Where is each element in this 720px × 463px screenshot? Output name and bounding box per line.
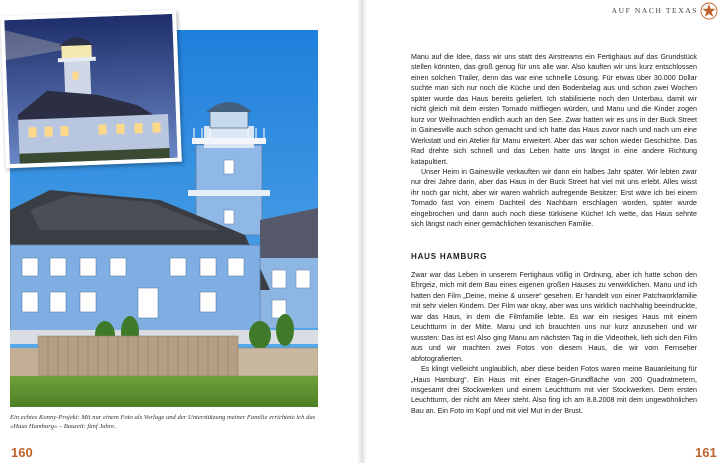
book-gutter — [357, 0, 367, 463]
paragraph: Es klingt vielleicht unglaublich, aber diese beiden Fotos waren meine Bauanleitung für „Haus Hamburg“. Ein Haus mit einer Etagen-Grundfläche von 200 Quadratmetern, insgesamt drei Stockwerken und einem Leuchtturm mit vier Stockwerken. Dem ersten Leuchtturm, der nicht am Meer steht. Also fing ich am 8.8.2008 mit dem ungewöhnlichen Bau an. Ein Foto im Kopf und mit viel Mut in der Brust. — [411, 365, 697, 415]
page-number-left: 160 — [11, 445, 33, 460]
body-text-bottom — [411, 270, 697, 416]
paragraph: Manu auf die Idee, dass wir uns statt des Airstreams ein Fertighaus auf das Grundstück stellen könnten, das groß genug für uns alle war. Also kauften wir uns kurz entschlossen einen solchen Trailer, denn das war eine schnelle Lösung. Für etwas über 30.000 Dollar suchte man sich nur noch die Küche und den Bodenbelag aus und schon zwei Wochen später wurde das Haus bereits geliefert. Ich stabilisierte noch den Unterbau, damit wir nicht gleich mit dem ersten Tornado mitfliegen würden, und Manu und die Kinder zogen kurz vor Weihnachten endlich auch an den See. Zwar hatten wir es uns in der Buck Street in Gainesville auch schon gemacht und ich hatte das Haus zuvor nach und nach um eine Werkstatt und ein Atelier für Manu erweitert. Aber das war schon wieder Geschichte. Das Rad drehte sich schnell und das Leben hatte uns längst in eine andere Richtung katapultiert. — [411, 53, 697, 166]
paragraph: Zwar war das Leben in unserem Fertighaus völlig in Ordnung, aber ich hatte schon den Ehrgeiz, mich mit dem Bau eines eigenen großen Hauses zu verwirklichen. Manu und ich hatten den Film „Deine, meine & unsere“ gesehen. Er handelt von einer Patchworkfamilie mit sehr vielen Kindern. Der Film war okay, aber was uns wirklich nachhaltig beeindruckte, war das Haus, in dem die Filmfamilie lebte. Es war ein riesiges Haus mit einem Leuchtturm in der Mitte. Manu und ich brauchten uns nur kurz anzusehen und wir wussten: Das ist es! Also ging Manu am nächsten Tag in die Videothek, lieh sich den Film aus und wir machten zwei Fotos von diesem Haus, die wir vom Fernseher abfotografierten. — [411, 271, 697, 363]
section-heading: HAUS HAMBURG — [411, 252, 488, 261]
photo-film-house — [0, 10, 182, 169]
page-number-right: 161 — [695, 445, 717, 460]
texas-star-icon — [700, 2, 718, 20]
photo-caption: Ein echtes Konny-Projekt: Mit nur einem Foto als Vorlage und der Unterstützung meiner Familie errichtete ich das »Haus Hamburg« – Bauzeit: fünf Jahre. — [10, 414, 316, 430]
paragraph: Unser Heim in Gainesville verkauften wir dann ein halbes Jahr später. Wir lebten zwar nur drei Jahre darin, aber das Haus in der Buck Street hat viel mit uns erlebt. Alles wisst ihr noch gar nicht, aber wir waren wahrlich aufregende Besitzer: Erst wäre ich bei einem Tornado fast von einem Dachteil des Nachbarn erschlagen worden, später wurde eingebrochen und dann auch noch diese türkisene Küche! Ich wette, das Haus sehnte sich längst nach einer gemächlichen texanischen Familie. — [411, 167, 697, 229]
running-head: AUF NACH TEXAS — [611, 6, 698, 15]
body-text-top — [411, 52, 697, 230]
